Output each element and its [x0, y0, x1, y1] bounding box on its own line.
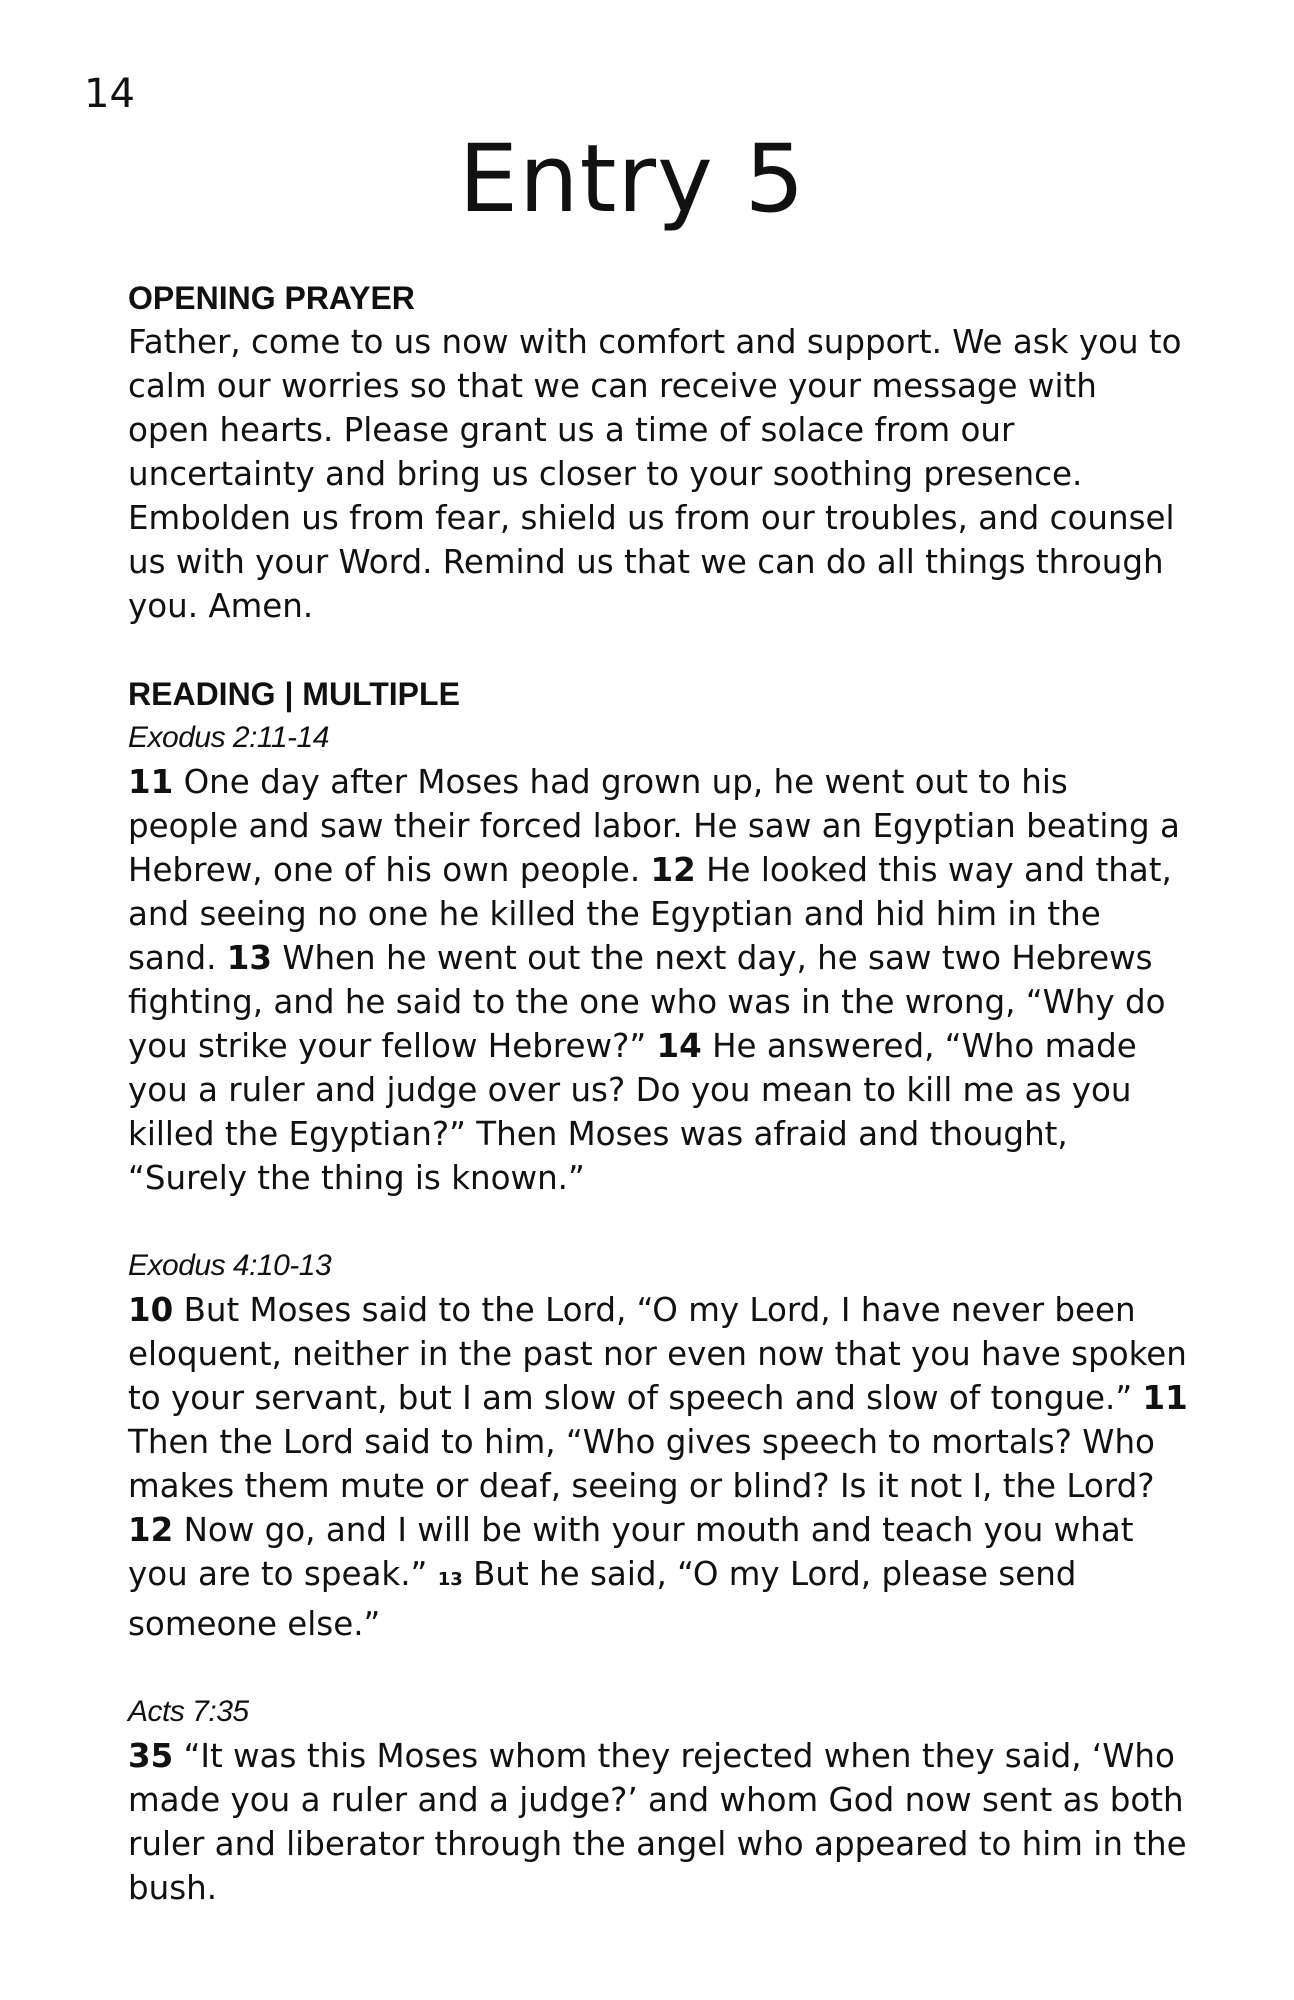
- page-number: 14: [84, 71, 135, 117]
- verse-text: One day after Moses had grown up, he went out to his people and saw their forced labor. He saw an Egyptian beating a Hebrew, one of his own people.: [128, 763, 1180, 889]
- verse-text: Then the Lord said to him, “Who gives speech to mortals? Who makes them mute or deaf, seeing or blind? Is it not I, the Lord?: [128, 1423, 1155, 1505]
- entry-content: [128, 276, 1188, 1954]
- verse-text: But Moses said to the Lord, “O my Lord, I have never been eloquent, neither in the past nor even now that you have spoken to your servant, but I am slow of speech and slow of tongue.”: [128, 1291, 1187, 1417]
- verse-text: “It was this Moses whom they rejected when they said, ‘Who made you a ruler and a judge?’ and whom God now sent as both ruler and liberator through the angel who appeared to him in the bush.: [128, 1737, 1187, 1907]
- opening-prayer-section: [128, 276, 1188, 628]
- passage-reference: Exodus 4:10-13: [128, 1249, 332, 1282]
- passage-reference: Acts 7:35: [128, 1695, 249, 1728]
- verse-number: 13: [226, 939, 272, 977]
- passage-text: [128, 1734, 1188, 1910]
- verse-text: Now go, and I will be with your mouth and teach you what you are to speak.”: [128, 1511, 1134, 1593]
- verse-number: 13: [437, 1569, 463, 1590]
- passage-reference: Exodus 2:11-14: [128, 721, 329, 754]
- verse-text: But he said, “O my Lord, please send someone else.”: [128, 1555, 1077, 1643]
- opening-prayer-heading: OPENING PRAYER: [128, 280, 415, 316]
- verse-number: 35: [128, 1737, 174, 1775]
- passage-exodus-4: [128, 1244, 1188, 1646]
- reading-section: [128, 672, 1188, 1910]
- opening-prayer-text: Father, come to us now with comfort and support. We ask you to calm our worries so that we can receive your message with open hearts. Please grant us a time of solace from our uncertainty and bring us closer to your soothing presence. Embolden us from fear, shield us from our troubles, and counsel us with your Word. Remind us that we can do all things through you. Amen.: [128, 323, 1182, 625]
- verse-text: When he went out the next day, he saw two Hebrews fighting, and he said to the one who was in the wrong, “Why do you strike your fellow Hebrew?”: [128, 939, 1166, 1065]
- verse-text: He looked this way and that, and seeing no one he killed the Egyptian and hid him in the sand.: [128, 851, 1172, 977]
- passage-text: [128, 760, 1188, 1200]
- passage-acts-7: [128, 1690, 1188, 1910]
- verse-number: 11: [1142, 1379, 1188, 1417]
- verse-number: 12: [128, 1511, 174, 1549]
- verse-number: 12: [650, 851, 696, 889]
- reading-heading: READING | MULTIPLE: [128, 676, 460, 712]
- verse-number: 10: [128, 1291, 174, 1329]
- passage-text: [128, 1288, 1188, 1646]
- verse-number: 14: [656, 1027, 702, 1065]
- verse-number: 11: [128, 763, 174, 801]
- passage-exodus-2: [128, 716, 1188, 1200]
- verse-text: He answered, “Who made you a ruler and judge over us? Do you mean to kill me as you killed the Egyptian?” Then Moses was afraid and thought, “Surely the thing is known.”: [128, 1027, 1137, 1197]
- entry-title: Entry 5: [458, 125, 806, 234]
